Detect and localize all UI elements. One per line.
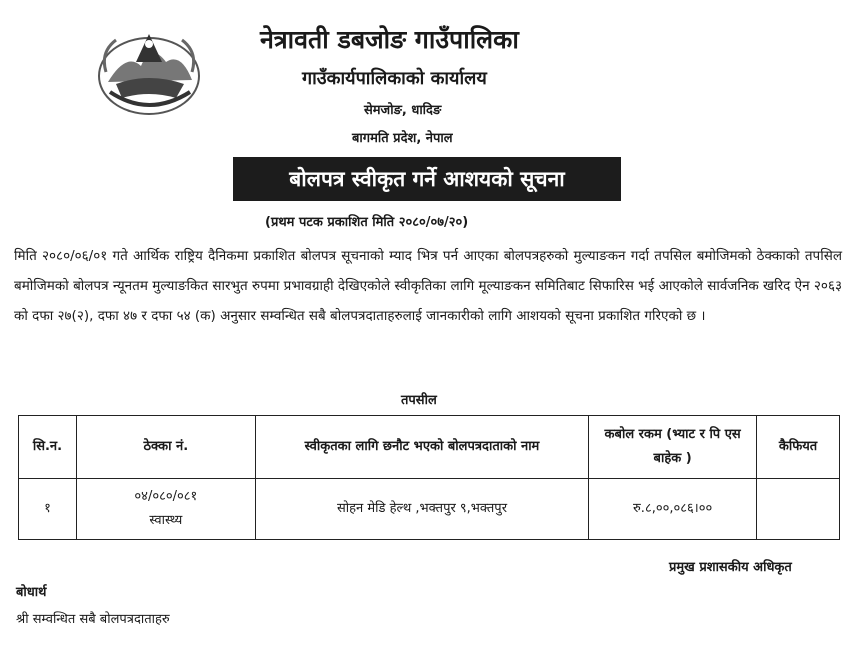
contract-category: स्वास्थ्य: [149, 513, 183, 528]
notice-title-banner: [233, 157, 621, 201]
col-header-bidder: स्वीकृतका लागि छनौट भएको बोलपत्रदाताको नाम: [255, 416, 588, 479]
municipality-name: नेत्रावती डबजोङ गाउँपालिका: [260, 25, 519, 54]
notice-body: मिति २०८०/०६/०१ गते आर्थिक राष्ट्रिय दैनिकमा प्रकाशित बोलपत्र सूचनाको म्याद भित्र पर्न आएका बोलपत्रहरुको मुल्याङकन गर्दा तपसिल बमोजिमको ठेक्काको तपसिल बमोजिमको बोलपत्र न्यूनतम मुल्याङकित सारभुत रुपमा प्रभावग्राही देखिएकोले स्वीकृतिका लागि मूल्याङकन समितिबाट सिफारिस भई आएकोले सार्वजनिक खरिद ऐन २०६३ को दफा २७(२), दफा ४७ र दफा ५४ (क) अनुसार सम्वन्धित सबै बोलपत्रदाताहरुलाई जानकारीको लागि आशयको सूचना प्रकाशित गरिएको छ ।: [14, 248, 842, 324]
col-header-contract-no: ठेक्का नं.: [76, 416, 255, 479]
bodhartha-label: बोधार्थ: [16, 585, 47, 600]
cell-sn: १: [19, 479, 77, 540]
address-line-1: सेमजोङ, धादिङ: [364, 103, 442, 118]
signer-title: प्रमुख प्रशासकीय अधिकृत: [669, 560, 792, 575]
notice-title: बोलपत्र स्वीकृत गर्ने आशयको सूचना: [289, 167, 565, 191]
bid-table: [18, 415, 840, 540]
tapsil-heading: तपसील: [401, 393, 437, 408]
col-header-amount: कबोल रकम (भ्याट र पि एस बाहेक ): [589, 416, 757, 479]
cell-remarks: [757, 479, 840, 540]
publication-date: (प्रथम पटक प्रकाशित मिति २०८०/०७/२०): [265, 215, 469, 230]
contract-number: ०४/०८०/०८१: [134, 489, 198, 504]
col-header-sn: सि.न.: [19, 416, 77, 479]
cell-bidder: सोहन मेडि हेल्थ ,भक्तपुर ९,भक्तपुर: [255, 479, 588, 540]
col-header-remarks: कैफियत: [757, 416, 840, 479]
recipient-line: श्री सम्वन्धित सबै बोलपत्रदाताहरु: [16, 612, 170, 627]
table-header-row: [19, 416, 840, 479]
address-line-2: बागमति प्रदेश, नेपाल: [352, 131, 453, 146]
office-name: गाउँकार्यपालिकाको कार्यालय: [302, 68, 487, 89]
cell-amount: रु.८,००,०८६।००: [589, 479, 757, 540]
nepal-emblem-icon: [96, 22, 202, 118]
table-row: [19, 479, 840, 540]
cell-contract-no: [76, 479, 255, 540]
